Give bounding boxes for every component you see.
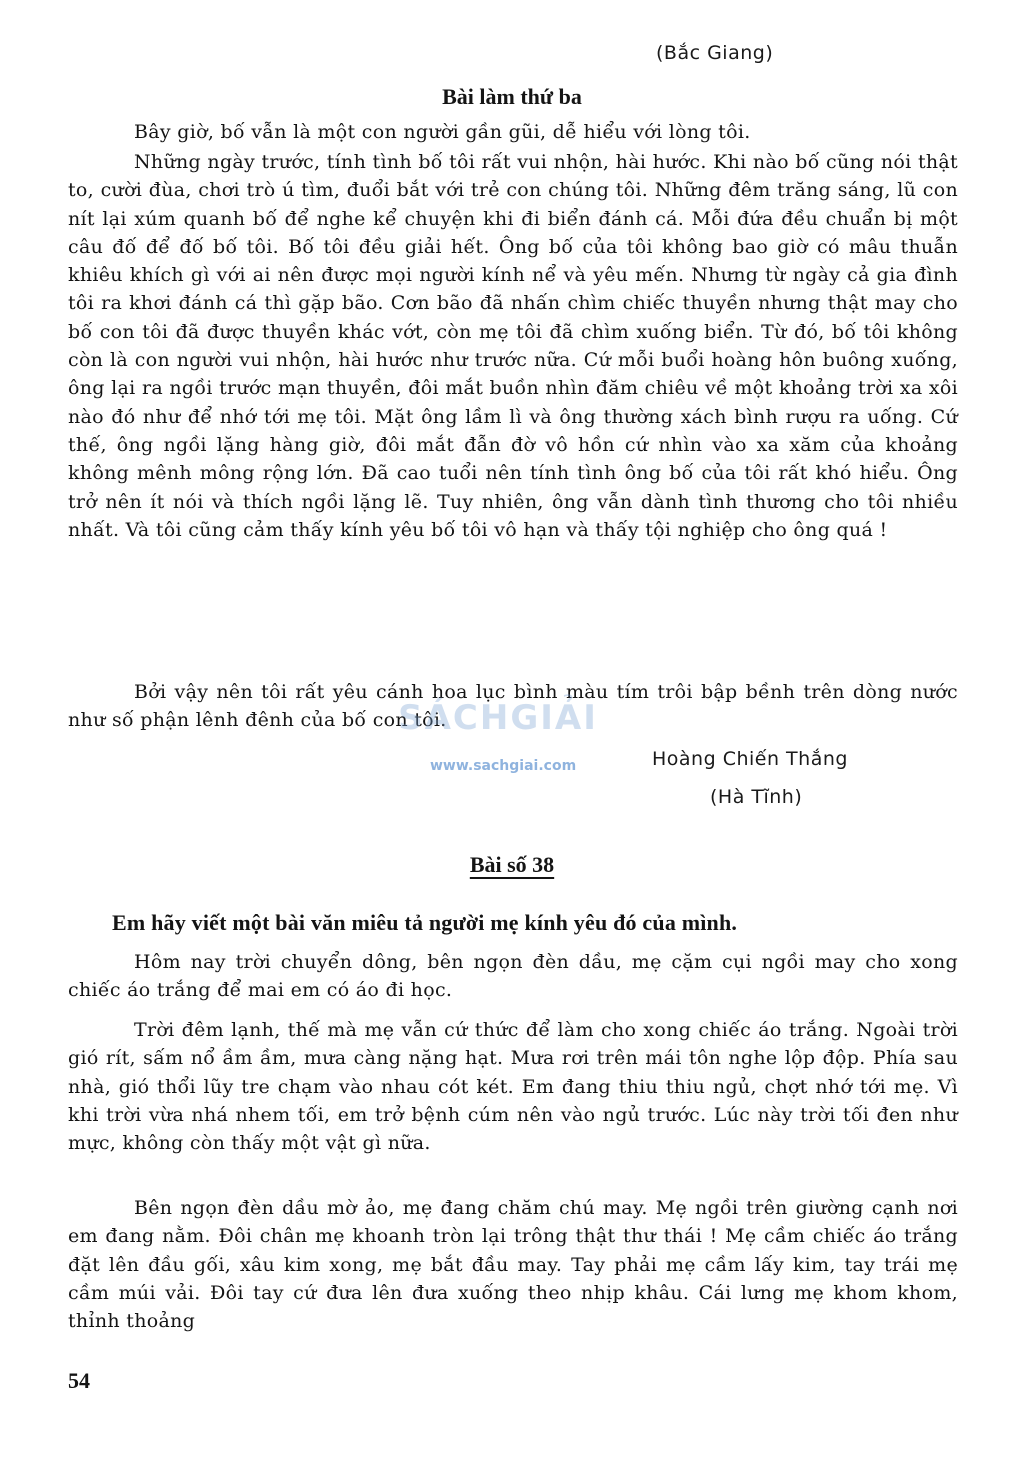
lesson-paragraph-2: Trời đêm lạnh, thế mà mẹ vẫn cứ thức để làm cho xong chiếc áo trắng. Ngoài trời gió rít, sấm nổ ầm ầm, mưa càng nặng hạt. Mưa rơi trên mái tôn nghe lộp độp. Phía sau nhà, gió thổi lũy tre chạm vào nhau cót két. Em đang thiu thiu ngủ, chợt nhớ tới mẹ. Vì khi trời vừa nhá nhem tối, em trở bệnh cúm nên vào ngủ trước. Lúc này trời tối đen như mực, không còn thấy một vật gì nữa. [68,1019,958,1155]
essay-author: Hoàng Chiến Thắng [652,748,848,770]
watermark-url: www.sachgiai.com [430,758,577,774]
lesson-prompt: Em hãy viết một bài văn miêu tả người mẹ kính yêu đó của mình. [112,910,738,935]
watermark-text: SÁCHGIẢI [398,698,598,738]
essay-paragraph-2: Những ngày trước, tính tình bố tôi rất vui nhộn, hài hước. Khi nào bố cũng nói thật to, cười đùa, chơi trò ú tìm, đuổi bắt với trẻ con chúng tôi. Những đêm trăng sáng, lũ con nít lại xúm quanh bố để nghe kể chuyện khi đi biển đánh cá. Mỗi đứa đều chuẩn bị một câu đố để đố bố tôi. Bố tôi đều giải hết. Ông bố của tôi không bao giờ có mâu thuẫn khiêu khích gì với ai nên được mọi người kính nể và yêu mến. Nhưng từ ngày cả gia đình tôi ra khơi đánh cá thì gặp bão. Cơn bão đã nhấn chìm chiếc thuyền nhưng thật may cho bố con tôi đã được thuyền khác vớt, còn mẹ tôi đã chìm xuống biển. Từ đó, bố tôi không còn là con người vui nhộn, hài hước như trước nữa. Cứ mỗi buổi hoàng hôn buông xuống, ông lại ra ngồi trước mạn thuyền, đôi mắt buồn nhìn đăm chiêu về một khoảng trời xa xôi nào đó như để nhớ tới mẹ tôi. Mặt ông lầm lì và ông thường xách bình rượu ra uống. Cứ thế, ông ngồi lặng hàng giờ, đôi mắt đẫn đờ vô hồn cứ nhìn vào xa xăm của khoảng không mênh mông rộng lớn. Đã cao tuổi nên tính tình ông bố của tôi rất khó hiểu. Ông trở nên ít nói và thích ngồi lặng lẽ. Tuy nhiên, ông vẫn dành tình thương cho tôi nhiều nhất. Và tôi cũng cảm thấy kính yêu bố tôi vô hạn và thấy tội nghiệp cho ông quá ! [68,151,958,541]
essay-title: Bài làm thứ ba [442,84,582,109]
lesson-title [0,852,1024,878]
essay-paragraph-1: Bây giờ, bố vẫn là một con người gần gũi, dễ hiểu với lòng tôi. [134,121,751,143]
watermark-logo [388,688,608,748]
lesson-paragraph-3: Bên ngọn đèn dầu mờ ảo, mẹ đang chăm chú may. Mẹ ngồi trên giường cạnh nơi em đang nằm. Đôi chân mẹ khoanh tròn lại trông thật thư thái ! Mẹ cầm chiếc áo trắng đặt lên đầu gối, xâu kim xong, mẹ bắt đầu may. Tay phải mẹ cầm lấy kim, tay trái mẹ cầm múi vải. Đôi tay cứ đưa lên đưa xuống theo nhịp khâu. Cái lưng mẹ khom khom, thỉnh thoảng [68,1197,958,1333]
essay-source: (Hà Tĩnh) [710,786,803,808]
page-number: 54 [68,1368,90,1393]
essay-paragraph-3: Bởi vậy nên tôi rất yêu cánh hoa lục bình màu tím trôi bập bềnh trên dòng nước như số phận lênh đênh của bố con tôi. [68,681,958,732]
lesson-title-text: Bài số 38 [469,852,555,877]
lesson-paragraph-1: Hôm nay trời chuyển dông, bên ngọn đèn dầu, mẹ cặm cụi ngồi may cho xong chiếc áo trắng để mai em có áo đi học. [68,951,958,1002]
previous-essay-source: (Bắc Giang) [656,42,774,64]
